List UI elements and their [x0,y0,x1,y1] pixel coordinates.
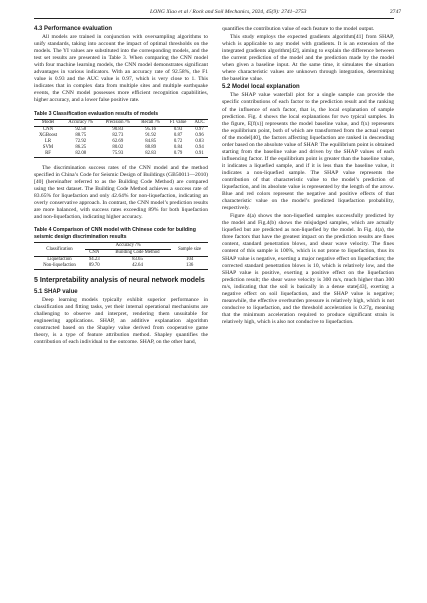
table-cell: LR [44,138,52,144]
table-cell: 0.72 [173,138,183,144]
table-cell: 0.84 [173,144,183,150]
table-cell: 94.23 [88,257,100,263]
table-cell: 80.02 [112,144,124,150]
table-4-caption: Table 4 Comparison of CNN model with Chinese code for building seismic design discrimination results [34,227,196,240]
table-cell: 83.65 [132,257,143,263]
table-cell: 95.16 [145,126,157,132]
table-header-cell: Accuracy /% [62,119,99,126]
paragraph: Figure 4(a) shows the non-liquefied samples successfully predicted by the model and Fig.4(b) shows the misjudged samples, which are actually liquefied but are predicted as non-liquefied by the model. In Fig. 4(a), the three factors that have the greatest impact on the prediction results are fines content, standard penetration blows, and shear wave velocity. The fines content of this sample is 100%, which is not prone to liquefaction, thus its SHAP value is negative, exerting a major negative effect on liquefaction; the corrected standard penetration blows is 10, which is relatively low, and the SHAP value is positive, exerting a positive effect on the liquefaction prediction result; the shear wave velocity is 300 m/s, much higher than 300 m/s, indicating that the soil is basically in a dense state[43], exerting a negative effect on soil liquefaction, and the SHAP value is negative; meanwhile, the effective overburden pressure is relatively high, which is not conducive to liquefaction, and the threshold acceleration is 0.27g, meaning that the minimum acceleration required to produce significant strain is relatively high, which is also not conducive to liquefaction. [222,213,394,325]
table-cell: 0.87 [173,132,183,138]
table-cell: 82.08 [62,151,99,158]
table-cell: RF [34,151,62,158]
table-header-cell: F1 value [165,119,191,126]
table-cell: 88.89 [145,144,157,150]
table-header-cell: Building Code Method [104,250,172,257]
table-3-caption: Table 3 Classification evaluation results of models [34,110,159,117]
table-header-cell: Precision /% [99,119,136,126]
table-cell: Liquefaction [47,257,72,263]
table-cell: 0.91 [191,151,208,158]
paragraph: quantifies the contribution value of each feature to the model output. [222,26,375,32]
table-cell: 62.69 [112,138,124,144]
table-cell: 0.79 [165,151,191,158]
table-cell: 72.92 [75,138,87,144]
section-5-2-heading: 5.2 Model local explanation [222,84,300,91]
table-cell: 91.92 [145,132,157,138]
table-cell: 75.93 [99,151,136,158]
paragraph: All models are trained in conjunction with oversampling algorithms to unify standards, taking into account the impact of optimal thresholds on the models. The YI values are substituted into the corresponding models, and the test set results are presented in Table 3. When comparing the CNN model with four machine learning models, the CNN model demonstrates significant advantages in various indicators. With an accuracy rate of 92.58%, the F1 value is 0.93 and the AUC value is 0.97, which is very close to 1. This indicates that in complex data from multiple sites and multiple earthquake events, the CNN model possesses more efficient recognition capabilities, higher accuracy, and a lower false positive rate. [34,34,208,104]
table-header-cell: AUC [191,119,208,126]
table-row [34,263,208,270]
table-row [34,151,208,158]
table-header-cell: Model [34,119,62,126]
section-5-1-heading: 5.1 SHAP value [34,288,78,295]
paragraph: The discrimination success rates of the CNN model and the method specified in China’s Code for Seismic Design of Buildings (GB50011—2010)[40] (hereinafter referred to as the Building Code Method) are compared using the test dataset. The Building Code Method achieves a success rate of 83.65% for liquefaction and only 42.64% for non-liquefaction, indicating an overly conservative approach. In contrast, the CNN model’s prediction results are more balanced, with success rates exceeding 89% for both liquefaction and non-liquefaction, indicating higher accuracy. [34,164,208,221]
left-column [34,26,208,347]
table-cell: 92.58 [75,126,87,132]
paragraph: Deep learning models typically exhibit superior performance in classification and fitting tasks, yet their internal operational mechanisms are challenging to observe and interpret, rendering them unsuitable for engineering applications. SHAP, an additive explanation algorithm constructed based on the Shapley value derived from cooperative game theory, is a type of feature attribution method. Shapley quantifies the contribution of each individual to the outcome. SHAP, on the other hand, [34,296,208,345]
header-rule [34,18,394,19]
table-cell: Non-liquefaction [34,263,85,270]
table-header-cell: Sample size [171,243,208,257]
table-cell: 42.64 [104,263,172,270]
table-cell: 0.96 [195,132,204,138]
table-cell: 0.94 [195,144,204,150]
table-header-cell: Accuracy /% [85,243,171,250]
journal-citation: LONG Xiao et al / Rock and Soil Mechanics, 2024, 45(9): 2741–2753 [150,9,307,15]
table-cell: 0.83 [195,138,204,144]
table-4 [34,242,208,270]
table-3 [34,119,208,158]
table-header-cell: CNN [85,250,104,257]
table-cell: 82.73 [112,132,124,138]
table-cell: CNN [42,126,54,132]
table-header-cell: Recall /% [136,119,165,126]
table-cell: 104 [186,257,194,263]
table-cell: 82.83 [136,151,165,158]
page-number: 2747 [390,9,402,15]
table-cell: 90.83 [112,126,124,132]
section-5-heading: 5 Interpretability analysis of neural network models [34,277,205,285]
table-cell: 84.85 [145,138,157,144]
section-4-3-heading: 4.3 Performance evaluation [34,26,113,32]
table-header-cell: Classification [34,243,85,257]
paragraph: The SHAP value waterfall plot for a single sample can provide the specific contributions of each factor to the prediction result and the ranking of the influence of each factor, that is, the local explanation of sample prediction. Fig. 4 shows the local explanations for two typical samples. In the figure, E[f(x)] represents the model baseline value, and f(x) represents the equilibrium point, both of which are transformed from the actual output of the model[40], the factors affecting liquefaction are ranked in descending order based on the absolute value of SHAP. The equilibrium point is obtained starting from the baseline value and driven by the SHAP values of each influencing factor. If the equilibrium point is greater than the baseline value, it indicates a liquefied sample, and if it is less than the baseline value, it indicates a non-liquefied sample. The SHAP value represents the contribution of that characteristic value to the model’s prediction of liquefaction, and its absolute value is represented by the length of the arrow. Blue and red colors represent the negative and positive effects of that characteristic value on the model’s predicted liquefaction probability, respectively. [222,92,394,212]
table-cell: 86.25 [75,144,87,150]
table-cell: XGBoost [38,132,58,138]
paragraph: This study employs the expected gradients algorithm[41] from SHAP, which is applicable to any model with gradients. It is an extension of the integrated gradients algorithm[42], aiming to explain the difference between the current prediction of the model and the prediction made by the model when given a baseline input. At the same time, it simulates the situation where characteristic values are unknown through integration, determining the baseline value. [222,34,394,83]
table-cell: 88.75 [75,132,87,138]
table-cell: 0.93 [173,126,183,132]
right-column [222,26,394,327]
table-cell: 89.70 [85,263,104,270]
table-cell: 136 [171,263,208,270]
table-cell: SVM [42,144,54,150]
table-cell: 0.97 [195,126,204,132]
